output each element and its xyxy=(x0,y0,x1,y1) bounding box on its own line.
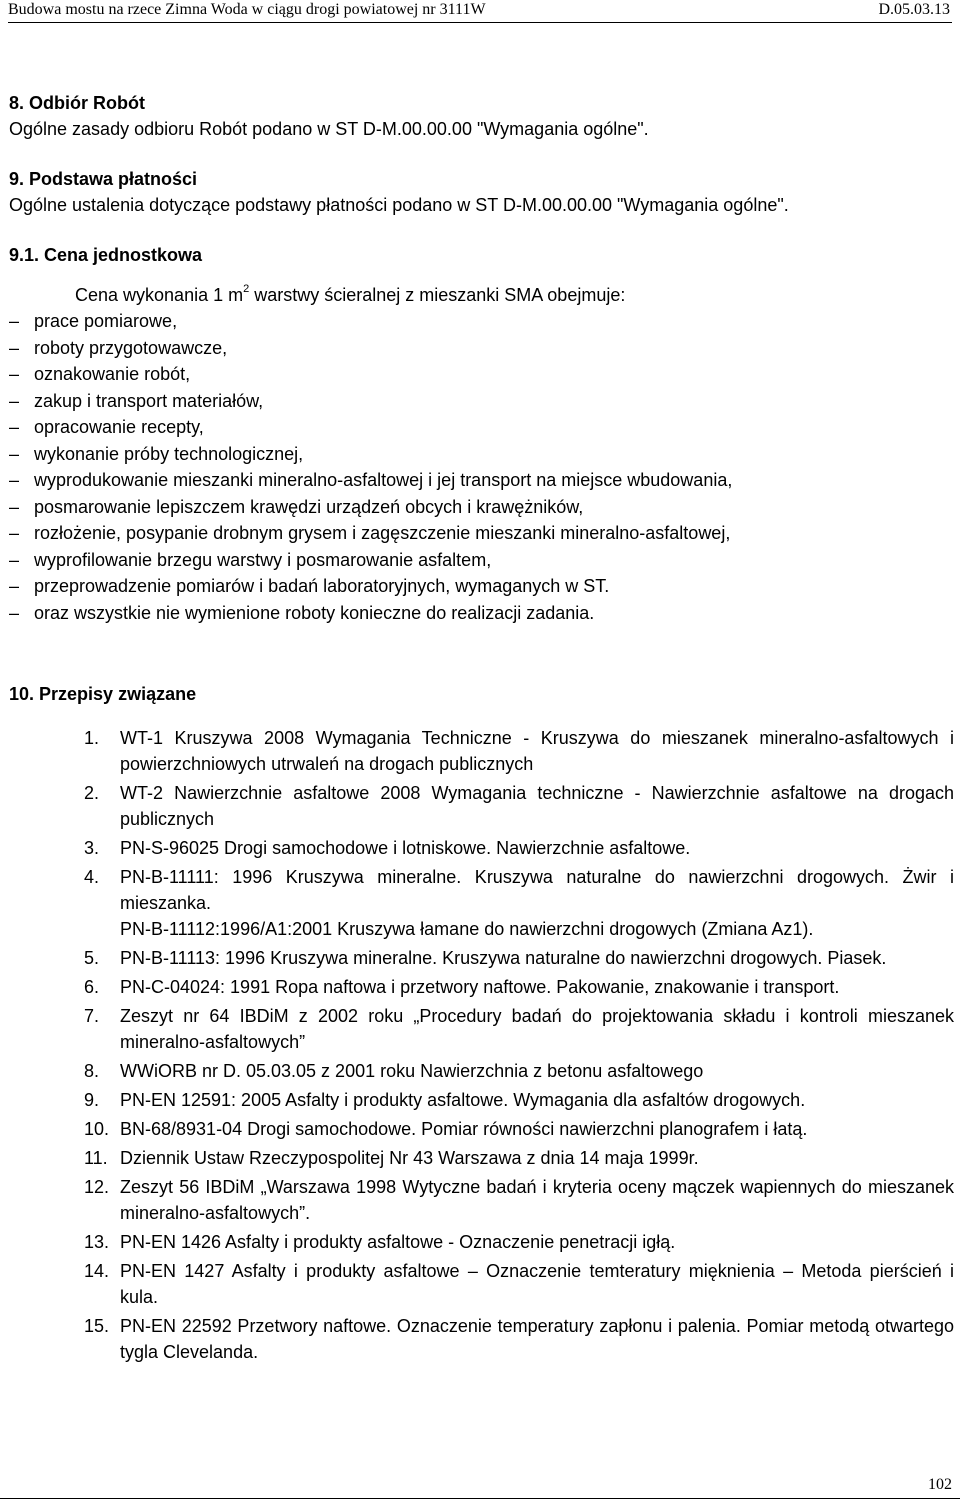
list-item: – wyprofilowanie brzegu warstwy i posmarowanie asfaltem, xyxy=(9,549,492,570)
list-item: – rozłożenie, posypanie drobnym grysem i zagęszczenie mieszanki mineralno-asfaltowej, xyxy=(9,523,731,543)
reference-item: 6. PN-C-04024: 1991 Ropa naftowa i przetwory naftowe. Pakowanie, znakowanie i transport. xyxy=(84,977,840,997)
list-item: – wyprodukowanie mieszanki mineralno-asfaltowej i jej transport na miejsce wbudowania, xyxy=(9,470,733,490)
price-items-list xyxy=(9,308,954,626)
reference-item: 8. WWiORB nr D. 05.03.05 z 2001 roku Nawierzchnia z betonu asfaltowego xyxy=(84,1061,704,1081)
reference-item: 11. Dziennik Ustaw Rzeczypospolitej Nr 43 Warszawa z dnia 14 maja 1999r. xyxy=(84,1148,699,1168)
section-9-heading: 9. Podstawa płatności xyxy=(9,169,198,189)
references-list xyxy=(9,725,954,1365)
list-item: – wykonanie próby technologicznej, xyxy=(9,443,304,464)
reference-item: 2. WT-2 Nawierzchnie asfaltowe 2008 Wymagania techniczne - Nawierzchnie asfaltowe na drogach publicznych xyxy=(84,783,954,829)
reference-item: 13. PN-EN 1426 Asfalty i produkty asfaltowe - Oznaczenie penetracji igłą. xyxy=(84,1232,676,1252)
page-header xyxy=(8,0,952,23)
section-9-text: Ogólne ustalenia dotyczące podstawy płatności podano w ST D-M.00.00.00 "Wymagania ogólne". xyxy=(9,195,789,215)
list-item: – oznakowanie robót, xyxy=(9,364,191,384)
reference-item: 5. PN-B-11113: 1996 Kruszywa mineralne. Kruszywa naturalne do nawierzchni drogowych. Piasek. xyxy=(84,948,887,968)
reference-item: 3. PN-S-96025 Drogi samochodowe i lotniskowe. Nawierzchnie asfaltowe. xyxy=(84,838,691,858)
document-code: D.05.03.13 xyxy=(878,1,950,18)
list-item: – oraz wszystkie nie wymienione roboty konieczne do realizacji zadania. xyxy=(9,602,595,623)
list-item: – przeprowadzenie pomiarów i badań laboratoryjnych, wymaganych w ST. xyxy=(9,576,610,596)
section-10-heading: 10. Przepisy związane xyxy=(9,684,197,704)
section-10 xyxy=(9,681,954,1365)
reference-item: 14. PN-EN 1427 Asfalty i produkty asfaltowe – Oznaczenie temteratury mięknienia – Metoda pierścień i kula. xyxy=(84,1261,954,1307)
section-9 xyxy=(9,166,954,626)
list-item: – zakup i transport materiałów, xyxy=(9,390,264,411)
reference-item: 4. PN-B-11111: 1996 Kruszywa mineralne. Kruszywa naturalne do nawierzchni drogowych. Żwir i mieszanka. PN-B-11112:1996/A1:2001 Kruszywa łamane do nawierzchni drogowych (Zmiana Az1). xyxy=(84,867,954,939)
section-8-text: Ogólne zasady odbioru Robót podano w ST D-M.00.00.00 "Wymagania ogólne". xyxy=(9,119,649,139)
section-8-heading: 8. Odbiór Robót xyxy=(9,93,145,113)
reference-item: 1. WT-1 Kruszywa 2008 Wymagania Techniczne - Kruszywa do mieszanek mineralno-asfaltowych i powierzchniowych utrwaleń na drogach publicznych xyxy=(84,728,954,774)
list-item: – opracowanie recepty, xyxy=(9,417,204,437)
footer-rule xyxy=(0,1498,960,1499)
reference-item: 15. PN-EN 22592 Przetwory naftowe. Oznaczenie temperatury zapłonu i palenia. Pomiar metodą otwartego tygla Clevelanda. xyxy=(84,1316,954,1362)
list-item: – prace pomiarowe, xyxy=(9,311,178,331)
reference-item: 12. Zeszyt 56 IBDiM „Warszawa 1998 Wytyczne badań i kryteria oceny mączek wapiennych do mieszanek mineralno-asfaltowych”. xyxy=(84,1177,954,1223)
reference-item: 10. BN-68/8931-04 Drogi samochodowe. Pomiar równości nawierzchni planografem i łatą. xyxy=(84,1119,808,1139)
list-item: – posmarowanie lepiszczem krawędzi urządzeń obcych i krawężników, xyxy=(9,496,584,517)
list-item: – roboty przygotowawcze, xyxy=(9,337,228,358)
document-title: Budowa mostu na rzece Zimna Woda w ciągu drogi powiatowej nr 3111W xyxy=(8,1,486,18)
section-8 xyxy=(9,90,954,142)
page-number: 102 xyxy=(928,1476,952,1493)
page-content xyxy=(9,90,954,1368)
section-9-1-heading: 9.1. Cena jednostkowa xyxy=(9,245,203,265)
reference-item: 9. PN-EN 12591: 2005 Asfalty i produkty asfaltowe. Wymagania dla asfaltów drogowych. xyxy=(84,1090,806,1110)
reference-item: 7. Zeszyt nr 64 IBDiM z 2002 roku „Procedury badań do projektowania składu i kontroli mieszanek mineralno-asfaltowych” xyxy=(84,1006,954,1052)
price-intro: Cena wykonania 1 $m^2$ warstwy ścieralnej z mieszanki SMA obejmuje: xyxy=(75,283,626,305)
